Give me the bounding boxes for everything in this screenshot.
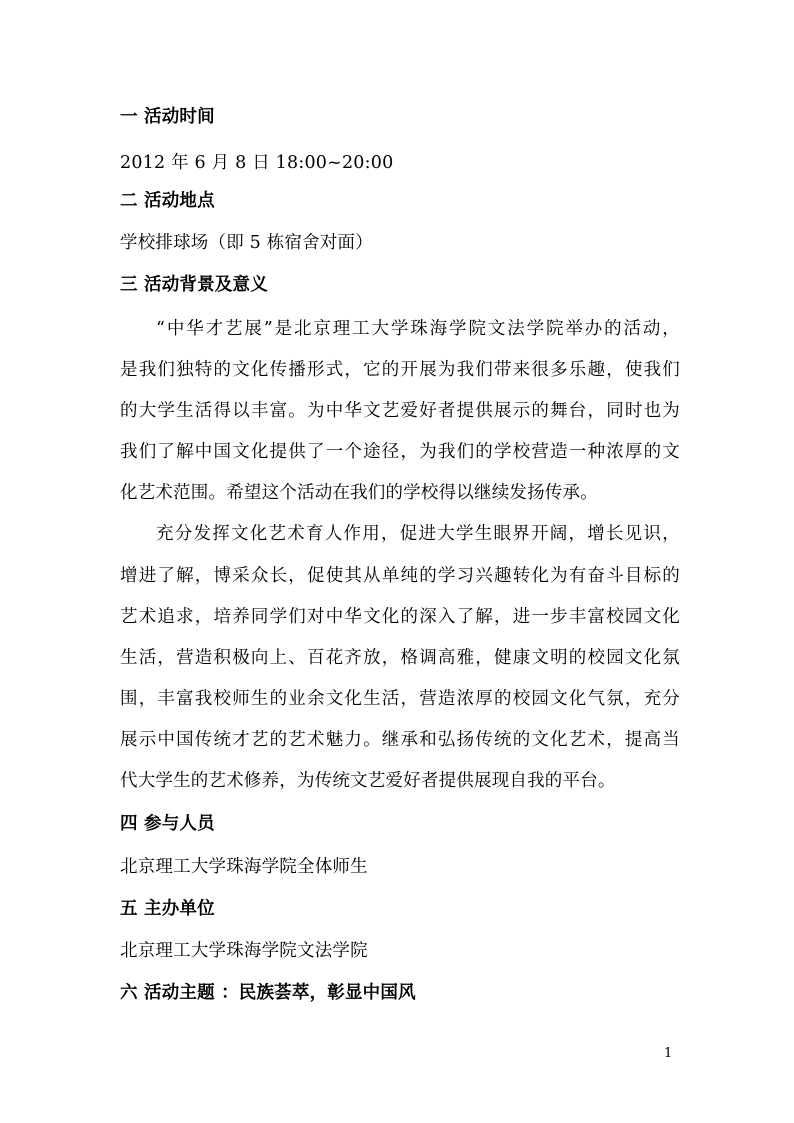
paragraph-line: 充分发挥文化艺术育人作用，促进大学生眼界开阔，增长见识， [156,524,680,544]
paragraph-line: 围，丰富我校师生的业余文化生活，营造浓厚的校园文化气氛，充分 [120,689,680,709]
paragraph-line: 的大学生活得以丰富。为中华文艺爱好者提供展示的舞台，同时也为 [120,401,680,421]
page-number: 1 [664,1046,673,1061]
paragraph-line: “中华才艺展”是北京理工大学珠海学院文法学院举办的活动， [156,319,680,339]
paragraph-line: 展示中国传统才艺的艺术魅力。继承和弘扬传统的文化艺术，提高当 [120,730,680,750]
paragraph-line: 艺术追求，培养同学们对中华文化的深入了解，进一步丰富校园文化 [120,607,680,627]
paragraph-line: 代大学生的艺术修养，为传统文艺爱好者提供展现自我的平台。 [120,771,616,791]
paragraph-line: 生活，营造积极向上、百花齐放，格调高雅，健康文明的校园文化氛 [120,648,680,668]
section-body-organizer: 北京理工大学珠海学院文法学院 [120,941,368,961]
section-heading-background: 三 活动背景及意义 [120,275,268,295]
paragraph-line: 我们了解中国文化提供了一个途径，为我们的学校营造一种浓厚的文 [120,442,680,462]
section-body-location: 学校排球场（即 5 栋宿舍对面） [120,233,373,253]
section-body-participants: 北京理工大学珠海学院全体师生 [120,857,368,877]
paragraph-line: 化艺术范围。希望这个活动在我们的学校得以继续发扬传承。 [120,483,598,503]
section-heading-time: 一 活动时间 [120,107,215,127]
paragraph-line: 是我们独特的文化传播形式，它的开展为我们带来很多乐趣，使我们 [120,360,680,380]
section-heading-location: 二 活动地点 [120,191,215,211]
section-heading-theme: 六 活动主题 ：民族荟萃，彰显中国风 [120,983,416,1003]
section-heading-participants: 四 参与人员 [120,814,215,834]
section-body-time: 2012 年 6 月 8 日 18:00~20:00 [120,153,394,173]
section-heading-organizer: 五 主办单位 [120,899,215,919]
paragraph-line: 增进了解，博采众长，促使其从单纯的学习兴趣转化为有奋斗目标的 [120,566,680,586]
